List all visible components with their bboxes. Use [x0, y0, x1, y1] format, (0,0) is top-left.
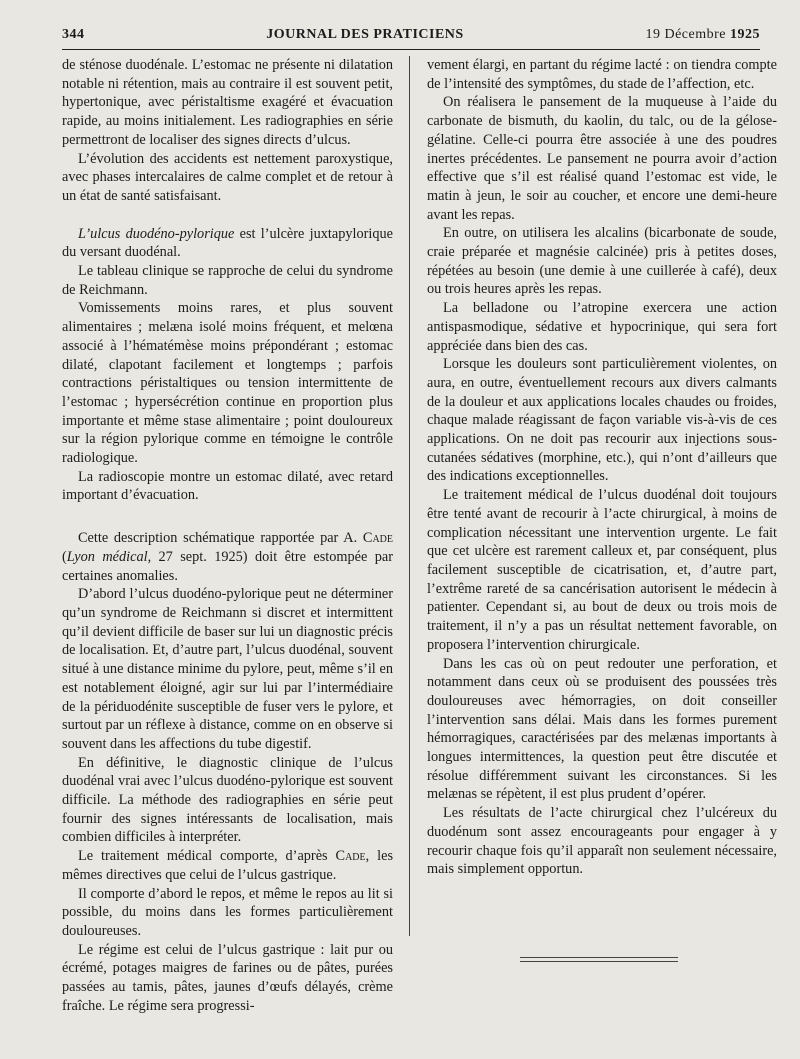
- paragraph: Le tableau clinique se rapproche de celui du syndrome de Reichmann.: [62, 263, 393, 298]
- right-column: [427, 56, 777, 879]
- paragraph: Dans les cas où on peut redouter une perforation, et notamment dans ceux où se produisent des poussées très douloureuses avec hémorragies, on doit conseiller l’intervention sans délai. Mais dans les formes purement hémorragiques, caractérisées par des melænas importants à longues intermittences, la question peut être discutée et résolue différemment suivant les circonstances. Si les melænas se répètent, il est plus prudent d’opérer.: [427, 655, 777, 803]
- paragraph: La radioscopie montre un estomac dilaté, avec retard important d’évacuation.: [62, 468, 393, 504]
- paragraph-text: Le traitement médical comporte, d’après: [78, 848, 336, 865]
- author-name: Cade: [335, 848, 366, 865]
- article-end-rule: [520, 957, 678, 962]
- paragraph-text: , les mêmes directives que celui de l’ulcus gastrique.: [62, 848, 394, 883]
- paragraph-text: Cette description schématique rapportée par A.: [78, 530, 363, 547]
- paragraph: En définitive, le diagnostic clinique de l’ulcus duodénal vrai avec l’ulcus duodéno-pylorique est souvent difficile. La méthode des radiographies en série peut fournir des signes intéressants de localisation, mais combien difficiles à interpréter.: [62, 754, 393, 846]
- issue-date: [645, 27, 760, 43]
- section-lead: [62, 225, 393, 262]
- issue-date-day-month: 19 Décembre: [645, 27, 726, 42]
- paragraph: Le régime est celui de l’ulcus gastrique : lait pur ou écrémé, potages maigres de farines ou de pâtes, purées passées au tamis, pâtes, jaunes d’œufs délayés, crème fraîche. Le régime sera progressi-: [62, 941, 393, 1014]
- paragraph: Lorsque les douleurs sont particulièrement violentes, on aura, en outre, éventuellement recours aux divers calmants de la douleur et aux applications locales chaudes ou froides, chaque malade réagissant de façon variable vis-à-vis de ces applications. On ne doit pas recourir aux injections sous-cutanées sédatives (morphine, etc.), qui n’ont d’ailleurs que des indications exceptionnelles.: [427, 356, 777, 485]
- column-divider: [409, 56, 410, 936]
- paragraph: Vomissements moins rares, et plus souvent alimentaires ; melæna isolé moins fréquent, et melœna associé à l’hématémèse moins prépondérant ; estomac dilaté, clapotant facilement et longtemps ; parfois contractions péristaltiques ou tension intermittente de l’estomac ; hypersécrétion continue en proportion plus importante et même stase alimentaire ; point douloureux sur la région pylorique comme en témoigne le contrôle radiologique.: [62, 300, 393, 467]
- citation-paragraph: [62, 529, 393, 585]
- paragraph: L’évolution des accidents est nettement paroxystique, avec phases intercalaires de calme complet et de retour à un état de santé satisfaisant.: [62, 150, 393, 204]
- paragraph: vement élargi, en partant du régime lacté : on tiendra compte de l’intensité des symptômes, du stade de l’affection, etc.: [427, 57, 777, 92]
- paragraph: Les résultats de l’acte chirurgical chez l’ulcéreux du duodénum sont assez encourageants pour engager à y recourir chaque fois qu’il apparaît non seulement nécessaire, mais simplement opportun.: [427, 805, 777, 878]
- journal-title: JOURNAL DES PRATICIENS: [266, 27, 464, 42]
- left-column: [62, 56, 393, 1015]
- paragraph: de sténose duodénale. L’estomac ne présente ni dilatation notable ni rétention, mais au contraire il est souvent petit, hypertonique, avec péristaltisme exagéré et évacuation rapide, au moins initialement. Les radiographies en série permettront de localiser des signes directs d’ulcus.: [62, 57, 393, 148]
- paragraph-text: (: [62, 548, 67, 565]
- section-lead-text: est l’ulcère juxtapylorique du versant duodénal.: [62, 225, 393, 261]
- paragraph: Le traitement médical de l’ulcus duodénal doit toujours être tenté avant de recourir à l’acte chirurgical, à moins de complication nécessitant une intervention urgente. Le fait que cet ulcère est rarement calleux et, par conséquent, plus facilement susceptible de cicatrisation, et, d’autre part, l’extrême rareté de sa cancérisation autorisent le médecin à patienter. Cependant si, au bout de deux ou trois mois de traitement, il n’y a pas un résultat nettement favorable, on proposera l’intervention chirurgicale.: [427, 487, 777, 653]
- paragraph-text: , 27 sept. 1925) doit être estompée par certaines anomalies.: [62, 548, 393, 584]
- paragraph: D’abord l’ulcus duodéno-pylorique peut ne déterminer qu’un syndrome de Reichmann si discret et intermittent qu’il devient difficile de baser sur lui un diagnostic précis de localisation. Et, d’autre part, l’ulcus duodénal, souvent situé à une distance minime du pylore, peut, même s’il en est notablement éloigné, agir sur lui par l’intermédiaire de la périduodénite susceptible de fuser vers le pylore, et surtout par un réflexe à distance, comme on en observe si souvent dans les affections du tube digestif.: [62, 586, 393, 752]
- paragraph: En outre, on utilisera les alcalins (bicarbonate de soude, craie préparée et magnésie calcinée) pris à petites doses, répétées au besoin (une demie à une cuillerée à café), deux ou trois heures après les repas.: [427, 225, 777, 298]
- section-term: L’ulcus duodéno-pylorique: [78, 225, 235, 242]
- paragraph: La belladone ou l’atropine exercera une action antispasmodique, sédative et hypocrinique, qui sera fort appréciée dans bien des cas.: [427, 300, 777, 354]
- header-rule: [62, 49, 760, 50]
- paragraph: [62, 847, 393, 884]
- paragraph: On réalisera le pansement de la muqueuse à l’aide du carbonate de bismuth, du kaolin, du talc, ou de la gélose-gélatine. Celle-ci pourra être associée à une des poudres inertes précédentes. Le pansement ne pourra avoir d’action effective que s’il est réalisé quand l’estomac est vide, le matin à jeun, le soir au coucher, et encore une demi-heure avant les repas.: [427, 94, 777, 223]
- page-number: 344: [62, 27, 85, 42]
- paragraph: Il comporte d’abord le repos, et même le repos au lit si possible, du moins dans les formes particulièrement douloureuses.: [62, 885, 393, 939]
- author-name: Cade: [362, 530, 393, 547]
- journal-reference: Lyon médical: [66, 548, 148, 565]
- issue-year: 1925: [729, 27, 760, 42]
- page-header: [62, 27, 760, 49]
